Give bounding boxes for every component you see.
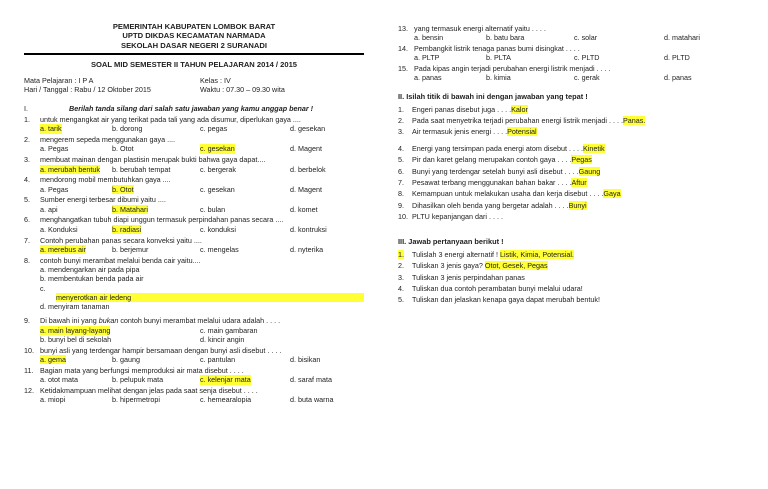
fill-item <box>398 167 748 178</box>
option-b[interactable]: b. batu bara <box>486 32 525 42</box>
item-number: 10. <box>398 212 408 222</box>
item-number: 2. <box>398 115 404 125</box>
option-a[interactable]: a. Pegas <box>40 184 69 194</box>
question-text: Bagian mata yang berfungsi memproduksi air mata disebut . . . . <box>40 365 244 375</box>
fill-item <box>398 250 748 261</box>
item-text: PLTU kepanjangan dari . . . . <box>412 212 503 222</box>
section-1-instruction: Berilah tanda silang dari salah satu jawaban yang kamu anggap benar ! <box>69 103 314 113</box>
option-c[interactable]: c. hemearalopia <box>200 395 252 405</box>
question-text: mengerem sepeda menggunakan gaya .... <box>40 135 176 145</box>
answer-highlight[interactable]: Pegas <box>571 155 592 165</box>
question-item <box>24 215 364 234</box>
question-number: 14. <box>398 43 408 53</box>
answer-highlight[interactable]: Listik, Kimia, Potensial. <box>500 249 574 259</box>
meta-time: Waktu : 07.30 – 09.30 wita <box>200 84 285 94</box>
answer-highlight[interactable]: Kalor <box>511 104 528 114</box>
question-number: 10. <box>24 345 34 355</box>
question-item <box>24 175 364 194</box>
option-b[interactable]: b. gaung <box>112 355 140 365</box>
item-number: 1. <box>398 249 404 259</box>
item-number: 1. <box>398 104 404 114</box>
question-text: Contoh perubahan panas secara konveksi yaitu .... <box>40 235 202 245</box>
option-c[interactable]: c. gesekan <box>200 144 235 154</box>
option-d[interactable]: d. gesekan <box>290 124 326 134</box>
item-text: Bunyi yang terdengar setelah bunyi asli disebut . . . . <box>412 166 579 176</box>
option-c[interactable]: c. pegas <box>200 124 228 134</box>
exam-meta <box>24 76 364 96</box>
option-d[interactable]: d. nyterika <box>290 244 324 254</box>
option-b[interactable]: b. dorong <box>112 124 143 134</box>
question-number: 2. <box>24 135 30 145</box>
question-text: untuk mengangkat air yang terikat pada tali yang ada disumur, diperlukan gaya .... <box>40 115 301 125</box>
option-b[interactable]: b. kimia <box>486 72 511 82</box>
option-c[interactable]: c. bulan <box>200 204 226 214</box>
question-item <box>24 155 364 174</box>
multiple-choice-list-2 <box>24 346 364 405</box>
question-item <box>24 386 364 405</box>
multiple-choice-list-3 <box>398 24 748 83</box>
question-9 <box>24 316 364 344</box>
question-item <box>24 195 364 214</box>
fill-item <box>398 261 748 272</box>
fill-item <box>398 284 748 295</box>
section-3-list <box>398 250 748 307</box>
section-2-list <box>398 105 748 224</box>
question-number: 13. <box>398 23 408 33</box>
option-a[interactable]: a. tarik <box>40 124 62 134</box>
option-d[interactable]: d. Magent <box>290 144 322 154</box>
item-number: 4. <box>398 283 404 293</box>
question-number: 9. <box>24 316 30 326</box>
question-number: 15. <box>398 63 408 73</box>
question-item <box>24 366 364 385</box>
fill-item <box>398 201 748 212</box>
item-number: 6. <box>398 166 404 176</box>
answer-highlight[interactable]: Panas. <box>622 115 646 125</box>
answer-highlight[interactable]: Potensial <box>507 127 537 137</box>
item-text: Pir dan karet gelang merupakan contoh gaya . . . . <box>412 155 572 165</box>
section-3-heading: III. Jawab pertanyaan berikut ! <box>398 237 504 247</box>
question-number: 1. <box>24 115 30 125</box>
option-b[interactable]: b. radiasi <box>112 224 142 234</box>
option-b[interactable]: b. Matahari <box>112 204 148 214</box>
question-text: menghangatkan tubuh diapi unggun termasuk perpindahan panas secara .... <box>40 215 284 225</box>
option-d[interactable]: d. kontruksi <box>290 224 327 234</box>
fill-item <box>398 116 748 127</box>
option-b[interactable]: b. pelupuk mata <box>112 375 164 385</box>
answer-highlight[interactable]: Gaung <box>578 166 601 176</box>
item-text: Pesawat terbang menggunakan bahan bakar . . . . <box>412 177 572 187</box>
option-b[interactable]: b. hipermetropi <box>112 395 160 405</box>
option-c[interactable]: c. solar <box>574 32 598 42</box>
option-a[interactable]: a. Konduksi <box>40 224 78 234</box>
item-text: Pada saat menyetrika terjadi perubahan energi listrik menjadi . . . . <box>412 115 623 125</box>
question-number: 6. <box>24 215 30 225</box>
fill-item <box>398 178 748 189</box>
question-item <box>398 24 748 43</box>
question-text: Sumber energi terbesar dibumi yaitu .... <box>40 195 166 205</box>
question-item <box>398 44 748 63</box>
header-line-1: PEMERINTAH KABUPATEN LOMBOK BARAT <box>112 22 276 31</box>
header-line-3: SEKOLAH DASAR NEGERI 2 SURANADI <box>121 40 267 50</box>
option-c[interactable]: c. konduksi <box>200 224 236 234</box>
option-b[interactable]: b. Otot <box>112 144 134 154</box>
right-column <box>398 0 748 307</box>
item-text: Air termasuk jenis energi . . . . <box>412 127 508 137</box>
item-text: Engeri panas disebut juga . . . . <box>412 104 512 114</box>
header-divider <box>24 53 364 55</box>
option-a[interactable]: a. merebus air <box>40 244 86 254</box>
item-text: Tuliskan dua contoh perambatan bunyi melalui udara! <box>412 283 583 293</box>
option-a[interactable]: a. Pegas <box>40 144 69 154</box>
question-item <box>398 64 748 83</box>
fill-item <box>398 273 748 284</box>
option-b[interactable]: b. Otot <box>112 184 134 194</box>
option-c[interactable]: c. main gambaran <box>200 325 258 335</box>
option-a[interactable]: a. merubah bentuk <box>40 164 100 174</box>
fill-item <box>398 155 748 166</box>
meta-date: Hari / Tanggal : Rabu / 12 Oktober 2015 <box>24 84 151 94</box>
option-c[interactable]: c. bergerak <box>200 164 236 174</box>
item-number: 5. <box>398 295 404 305</box>
option-d[interactable]: d. matahari <box>664 32 700 42</box>
item-text: Dihasilkan oleh benda yang bergetar adalah . . . . <box>412 200 569 210</box>
option-c[interactable]: c. kelenjar mata <box>200 375 251 385</box>
item-number: 7. <box>398 177 404 187</box>
fill-item <box>398 212 748 223</box>
question-text: Pada kipas angin terjadi perubahan energi listrik menjadi . . . . <box>414 63 611 73</box>
question-text: Pembangkit listrik tenaga panas bumi disingkat . . . . <box>414 43 580 53</box>
question-number: 3. <box>24 155 30 165</box>
item-text: Tuliskan 3 jenis gaya? <box>412 261 485 271</box>
question-item <box>24 346 364 365</box>
option-d[interactable]: d. Magent <box>290 184 322 194</box>
question-8-options <box>24 265 364 311</box>
item-text: Energi yang tersimpan pada energi atom disebut . . . . <box>412 143 584 153</box>
option-c[interactable]: c. gesekan <box>200 184 235 194</box>
multiple-choice-list <box>24 115 364 254</box>
answer-highlight[interactable]: Aftur <box>571 177 587 187</box>
option-b[interactable]: b. berubah tempat <box>112 164 171 174</box>
item-text: Tulislah 3 energi alternatif ! <box>412 249 501 259</box>
item-number: 3. <box>398 127 404 137</box>
option-d[interactable]: d. berbelok <box>290 164 326 174</box>
option-d[interactable]: d. PLTD <box>664 52 690 62</box>
meta-subject: Mata Pelajaran : I P A <box>24 75 94 85</box>
option-a[interactable]: a. otot mata <box>40 375 78 385</box>
question-number: 12. <box>24 386 34 396</box>
question-text: bunyi asli yang terdengar hampir bersamaan dengan bunyi asli disebut . . . . <box>40 345 282 355</box>
section-1-heading <box>24 104 364 114</box>
question-text: mendorong mobil membutuhkan gaya .... <box>40 175 171 185</box>
option-a[interactable]: a. gema <box>40 355 66 365</box>
option-d[interactable]: d. panas <box>664 72 692 82</box>
answer-highlight[interactable]: Otot, Gesek, Pegas <box>484 261 548 271</box>
question-number: 4. <box>24 175 30 185</box>
option-b[interactable]: b. PLTA <box>486 52 511 62</box>
option-c[interactable]: c. menyerotkan air ledeng <box>40 284 364 303</box>
item-number: 3. <box>398 272 404 282</box>
fill-item <box>398 127 748 138</box>
answer-highlight[interactable]: Bunyi <box>568 200 587 210</box>
fill-item <box>398 105 748 116</box>
question-text: contoh bunyi merambat melalui benda cair yaitu.... <box>40 255 201 265</box>
option-c[interactable]: c. pantulan <box>200 355 236 365</box>
meta-class: Kelas : IV <box>200 75 231 85</box>
section-1-number: I. <box>24 103 28 113</box>
option-c[interactable]: c. gerak <box>574 72 600 82</box>
option-a[interactable]: a. mendengarkan air pada pipa <box>40 264 140 274</box>
answer-highlight[interactable]: Kinetik <box>583 143 605 153</box>
option-b[interactable]: b. berjemur <box>112 244 149 254</box>
option-b[interactable]: b. membentukan benda pada air <box>40 274 144 284</box>
option-d[interactable]: d. komet <box>290 204 318 214</box>
item-number: 5. <box>398 155 404 165</box>
fill-item <box>398 189 748 200</box>
question-item <box>24 135 364 154</box>
question-text: yang termasuk energi alternatif yaitu . . . . <box>414 23 546 33</box>
item-number: 2. <box>398 261 404 271</box>
option-d[interactable]: d. bisikan <box>290 355 321 365</box>
section-2-heading: II. Isilah titik di bawah ini dengan jawaban yang tepat ! <box>398 92 588 102</box>
fill-item <box>398 295 748 306</box>
option-c[interactable]: c. mengelas <box>200 244 239 254</box>
option-a[interactable]: a. PLTP <box>414 52 440 62</box>
option-d[interactable]: d. kincir angin <box>200 335 245 345</box>
question-text: membuat mainan dengan plastisin merupak bukti bahwa gaya dapat.... <box>40 155 266 165</box>
exam-title: SOAL MID SEMESTER II TAHUN PELAJARAN 2014 / 2015 <box>90 60 298 70</box>
option-c[interactable]: c. PLTD <box>574 52 600 62</box>
option-a[interactable]: a. miopi <box>40 395 66 405</box>
question-number: 11. <box>24 365 34 375</box>
item-number: 4. <box>398 143 404 153</box>
option-a[interactable]: a. panas <box>414 72 442 82</box>
fill-item <box>398 144 748 155</box>
option-d[interactable]: d. menyiram tanaman <box>40 302 110 312</box>
question-number: 5. <box>24 195 30 205</box>
question-item <box>24 236 364 255</box>
question-text: Ketidakmampuan melihat dengan jelas pada saat senja disebut . . . . <box>40 386 258 396</box>
option-b[interactable]: b. bunyi bel di sekolah <box>40 335 112 345</box>
left-column <box>24 0 364 405</box>
question-text: Di bawah ini yang bukan contoh bunyi merambat melalui udara adalah . . . . <box>40 316 281 326</box>
item-number: 9. <box>398 200 404 210</box>
question-8 <box>24 256 364 312</box>
option-d[interactable]: d. saraf mata <box>290 375 332 385</box>
answer-highlight[interactable]: Gaya <box>603 189 621 199</box>
option-a[interactable]: a. main layang-layang <box>40 325 111 335</box>
header-line-2: UPTD DIKDAS KECAMATAN NARMADA <box>122 31 266 41</box>
item-text: Kemampuan untuk melakukan usaha dan kerja disebut . . . . <box>412 189 604 199</box>
option-a[interactable]: a. api <box>40 204 58 214</box>
item-text: Tuliskan 3 jenis perpindahan panas <box>412 272 525 282</box>
question-number: 7. <box>24 235 30 245</box>
option-d[interactable]: d. buta warna <box>290 395 334 405</box>
question-item <box>24 115 364 134</box>
item-number: 8. <box>398 189 404 199</box>
question-number: 8. <box>24 255 30 265</box>
item-text: Tuliskan dan jelaskan kenapa gaya dapat merubah bentuk! <box>412 295 600 305</box>
option-a[interactable]: a. bensin <box>414 32 444 42</box>
